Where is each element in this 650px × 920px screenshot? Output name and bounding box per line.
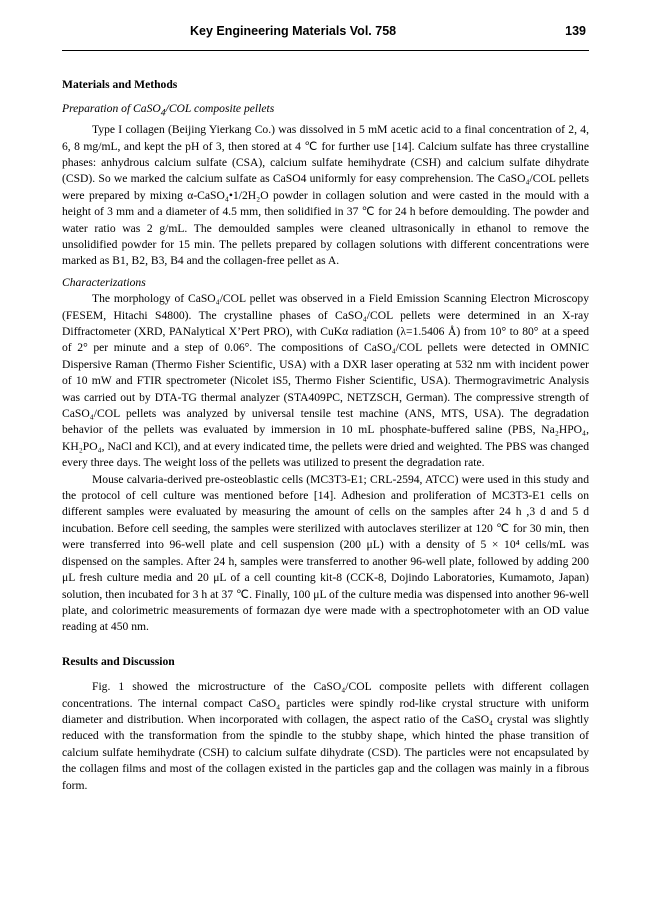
subsection-heading-preparation-pre: Preparation of CaSO	[62, 102, 161, 116]
running-header	[62, 22, 589, 51]
body-text	[62, 77, 589, 794]
subsection-heading-preparation	[62, 101, 589, 122]
subsection-heading-preparation-subscript: 4	[160, 107, 166, 119]
paragraph-results: Fig. 1 showed the microstructure of the CaSO₄/COL composite pellets with different collagen concentrations. The internal compact CaSO₄ particles were spindly rod-like crystal structure with uniform diameter and distribution. When incorporated with collagen, the aspect ratio of the CaSO₄ crystal was slightly reduced with the transformation from the spindle to the stubby shape, which hinted the phase transition of calcium sulfate hemihydrate (CSH) to calcium sulfate dihydrate (CSD). The particles were not encapsulated by the collagen films and most of the collagen existed in the particles gap and the collagen was mainly in a fibrous form.	[62, 680, 589, 792]
subsection-heading-characterizations: Characterizations	[62, 275, 146, 289]
journal-title: Key Engineering Materials Vol. 758	[190, 24, 397, 38]
paragraph-cell-culture: Mouse calvaria-derived pre-osteoblastic cells (MC3T3-E1; CRL-2594, ATCC) were used in this study and the protocol of cell culture was mentioned before [14]. Adhesion and proliferation of MC3T3-E1 cells on different samples were evaluated by measuring the amount of cells on the samples after 24 h ,3 d and 5 d incubation. Before cell seeding, the samples were sterilized with autoclaves sterilizer at 120 ℃ for 30 min, then were transferred into 96-well plate and cell suspension (200 μL) with a density of 5 × 10⁴ cells/mL was dispensed on the samples. After 24 h, samples were transferred to another 96-well plate, followed by adding 200 μL fresh culture media and 20 μL of a cell counting kit-8 (CCK-8, Dojindo Laboratories, Kumamoto, Japan) solution, then incubated for 3 h at 37 ℃. Finally, 100 μL of the culture media was dispensed into another 96-well plate, and colorimetric measurements of formazan dye were made with a spectrophotometer with an OD value reading at 450 nm.	[62, 472, 589, 634]
section-heading-materials-methods: Materials and Methods	[62, 78, 178, 91]
section-heading-results-discussion: Results and Discussion	[62, 654, 175, 668]
page-number: 139	[565, 24, 586, 38]
subsection-heading-preparation-post: /COL composite pellets	[165, 102, 275, 116]
paragraph-characterizations: The morphology of CaSO₄/COL pellet was observed in a Field Emission Scanning Electron Microscopy (FESEM, Hitachi S4800). The crystalline phases of CaSO₄/COL pellets were determined in an X-ray Diffractometer (XRD, PANalytical X’Pert PRO), with CuKα radiation (λ=1.5406 Å) from 10° to 80° at a speed of 2° per minute and a step of 0.06°. The compositions of CaSO₄/COL pellets were detected in OMNIC Dispersive Raman (Thermo Fisher Scientific, USA) with a DXR laser operating at 532 nm with incident power of 10 mW and FTIR spectrometer (Nicolet iS5, Thermo Fisher Scientific, USA). Thermogravimetric Analysis was carried out by DTA-TG thermal analyzer (STA409PC, NETZSCH, German). The compressive strength of CaSO₄/COL pellets was analyzed by universal tensile test machine (ANS, MTS, USA). The degradation behavior of the pellets was evaluated by immersion in 10 mL phosphate-buffered saline (PBS, Na₂HPO₄, KH₂PO₄, NaCl and KCl), and at every indicated time, the pellets were dried and weighted. The PBS was changed every three days. The weight loss of the pellets was utilized to present the degradation rate.	[62, 292, 589, 470]
paragraph-preparation: Type I collagen (Beijing Yierkang Co.) was dissolved in 5 mM acetic acid to a final concentration of 2, 4, 6, 8 mg/mL, and kept the pH of 3, then stored at 4 ℃ for further use [14]. Calcium sulfate has three crystalline phases: anhydrous calcium sulfate (CSA), calcium sulfate hemihydrate (CSH) and calcium sulfate dihydrate (CSD). So we marked the calcium sulfate as CaSO4 uniformly for easy comprehension. The CaSO₄/COL pellets were prepared by mixing α-CaSO₄•1/2H₂O powder in collagen solution and were casted in the mould with a height of 3 mm and a diameter of 4.5 mm, then solidified in 37 ℃ for 24 h before demoulding. The powder and water ratio was 2 g/mL. The demoulded samples were cleaned ultrasonically in ethanol to remove the unsolidified powder for 15 min. The pellets prepared by collagen solutions with different concentrations were marked as B1, B2, B3, B4 and the collagen-free pellet as A.	[62, 123, 589, 268]
